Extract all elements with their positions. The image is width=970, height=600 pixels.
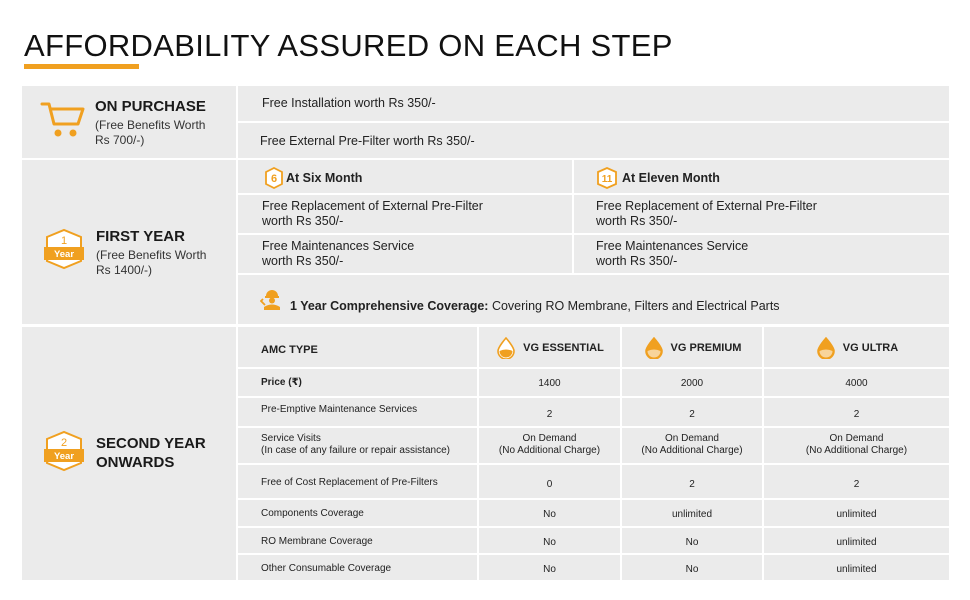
amc-value-cell [622,500,762,526]
six-month-item-2-line-2: worth Rs 350/- [262,254,344,268]
first-year-subtitle-2: Rs 1400/-) [96,263,153,277]
amc-value: 1400 [538,378,561,389]
amc-value-cell [622,528,762,553]
six-month-header [238,160,572,193]
six-month-label: At Six Month [286,171,363,185]
amc-value-cell [764,465,949,498]
amc-row-sublabel: (In case of any failure or repair assistance) [261,445,450,456]
six-month-item-2 [238,235,572,273]
coverage-bold: 1 Year Comprehensive Coverage: [290,299,489,313]
amc-row-label: Free of Cost Replacement of Pre-Filters [261,477,438,488]
amc-row-label-cell [238,528,477,553]
eleven-month-badge-icon [596,167,618,193]
amc-value: unlimited [671,509,713,520]
amc-value-cell [479,428,620,463]
six-month-item-1-line-2: worth Rs 350/- [262,214,344,228]
year-1-badge-word: Year [53,249,75,260]
plan-name-2: VG PREMIUM [670,341,742,354]
year-2-badge-word: Year [53,451,75,462]
amc-value: 2 [546,409,553,420]
amc-value: 4000 [845,378,868,389]
amc-value-cell [764,398,949,426]
amc-value-cell [479,369,620,396]
amc-value: unlimited [836,537,877,548]
amc-value: No [543,537,556,548]
six-month-badge-number: 6 [270,173,278,185]
amc-value: 2000 [680,378,704,389]
eleven-month-item-1-line-1: Free Replacement of External Pre-Filter [596,199,817,213]
coverage-row [238,275,949,324]
amc-row-label-cell [238,428,477,463]
amc-value: No [685,564,699,575]
title-underline [24,64,139,69]
plan-name-1: VG ESSENTIAL [523,341,604,354]
eleven-month-item-2-line-1: Free Maintenances Service [596,239,749,253]
amc-value-cell [479,555,620,580]
amc-row-label-cell [238,555,477,580]
amc-value-cell [764,528,949,553]
purchase-label [95,97,206,148]
year-2-badge-number: 2 [60,437,68,449]
amc-value: No [685,537,699,548]
amc-value: unlimited [836,509,877,520]
amc-value: On Demand [522,433,577,444]
plan-name-3: VG ULTRA [842,341,899,354]
six-month-item-2-line-1: Free Maintenances Service [262,239,415,253]
purchase-benefit-2-text: Free External Pre-Filter worth Rs 350/- [260,134,475,148]
water-drop-icon [815,337,837,359]
amc-value-cell [479,528,620,553]
second-year-label [96,434,206,472]
purchase-title: ON PURCHASE [95,98,206,115]
amc-value-cell [622,369,762,396]
first-year-label [96,227,206,278]
purchase-subtitle-1: (Free Benefits Worth [95,118,206,132]
first-year-subtitle-1: (Free Benefits Worth [96,248,207,262]
amc-value-note: (No Additional Charge) [641,445,743,456]
amc-value-cell [622,555,762,580]
amc-value: 2 [689,409,695,420]
eleven-month-header [574,160,949,193]
amc-value-cell [622,428,762,463]
purchase-benefit-2 [238,123,949,158]
water-drop-icon [643,337,665,359]
first-year-title: FIRST YEAR [96,228,185,245]
amc-value: 2 [853,479,860,490]
second-year-title-2: ONWARDS [96,454,175,471]
amc-value-note: (No Additional Charge) [805,445,908,456]
year-1-badge-number: 1 [60,235,68,247]
coverage-text: Covering RO Membrane, Filters and Electrical Parts [488,299,780,313]
water-drop-icon [495,337,517,359]
amc-value-cell [764,555,949,580]
amc-value: On Demand [829,433,884,444]
amc-row-label-cell [238,465,477,498]
eleven-month-badge-number: 11 [601,174,613,185]
plan-header-1 [479,327,620,367]
purchase-subtitle-2: Rs 700/-) [95,133,145,147]
amc-value: No [543,509,556,520]
amc-value-cell [622,398,762,426]
amc-row-label-cell [238,369,477,396]
purchase-benefit-1 [238,86,949,121]
page-title: AFFORDABILITY ASSURED ON EACH STEP [24,28,673,63]
amc-value-cell [764,369,949,396]
eleven-month-item-2 [574,235,949,273]
amc-value-cell [479,465,620,498]
six-month-item-1-line-1: Free Replacement of External Pre-Filter [262,199,483,213]
eleven-month-label: At Eleven Month [622,171,720,185]
amc-value-cell [764,428,949,463]
second-year-title-1: SECOND YEAR [96,435,206,452]
cart-icon [40,100,86,145]
eleven-month-item-1 [574,195,949,233]
eleven-month-item-2-line-2: worth Rs 350/- [596,254,678,268]
amc-row-label: Service Visits [261,433,321,444]
amc-value-note: (No Additional Charge) [498,445,601,456]
year-2-badge-icon [44,430,84,477]
amc-value-cell [764,500,949,526]
amc-value-cell [479,500,620,526]
purchase-benefit-1-text: Free Installation worth Rs 350/- [262,96,436,110]
amc-row-label-cell [238,500,477,526]
amc-value: 0 [546,479,553,490]
plan-header-3 [764,327,949,367]
six-month-badge-icon [264,167,284,193]
six-month-item-1 [238,195,572,233]
amc-row-label: Other Consumable Coverage [261,563,392,574]
amc-row-label-cell [238,398,477,426]
technician-icon [260,287,284,315]
amc-value: 2 [853,409,860,420]
amc-value-cell [479,398,620,426]
amc-row-label: Components Coverage [261,508,364,519]
amc-row-label: RO Membrane Coverage [261,536,373,547]
amc-row-label: Pre-Emptive Maintenance Services [261,404,418,415]
eleven-month-item-1-line-2: worth Rs 350/- [596,214,678,228]
amc-value-cell [622,465,762,498]
plan-header-2 [622,327,762,367]
amc-value: 2 [689,479,695,490]
amc-value: unlimited [836,564,877,575]
amc-value: On Demand [665,433,719,444]
amc-header-cell [238,327,477,367]
amc-row-label: Price (₹) [261,377,302,388]
amc-header-label: AMC TYPE [261,344,318,356]
year-1-badge-icon [44,228,84,275]
amc-value: No [543,564,556,575]
